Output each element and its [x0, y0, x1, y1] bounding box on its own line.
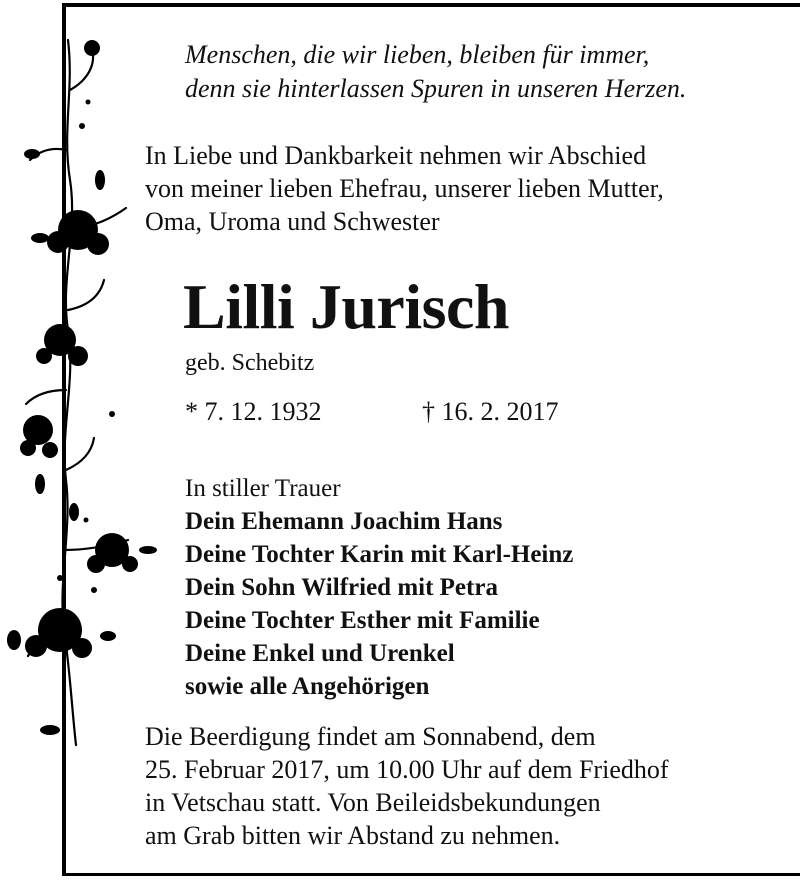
quote-line-1: Menschen, die wir lieben, bleiben für immer,	[185, 40, 650, 69]
rose-vine-icon	[0, 30, 170, 750]
funeral-line-2: 25. Februar 2017, um 10.00 Uhr auf dem Friedhof	[145, 755, 669, 784]
intro-line-1: In Liebe und Dankbarkeit nehmen wir Abschied	[145, 141, 647, 170]
mourner-item: Deine Tochter Esther mit Familie	[185, 607, 540, 634]
intro-line-2: von meiner lieben Ehefrau, unserer lieben Mutter,	[145, 174, 664, 203]
deceased-name: Lilli Jurisch	[183, 271, 509, 342]
birth-date: * 7. 12. 1932	[185, 397, 322, 426]
mourner-item: sowie alle Angehörigen	[185, 673, 430, 700]
mourner-item: Dein Sohn Wilfried mit Petra	[185, 574, 498, 601]
quote-line-2: denn sie hinterlassen Spuren in unseren Herzen.	[185, 74, 687, 103]
funeral-line-4: am Grab bitten wir Abstand zu nehmen.	[145, 821, 561, 850]
funeral-line-3: in Vetschau statt. Von Beileidsbekundungen	[145, 788, 601, 817]
mourner-item: Deine Enkel und Urenkel	[185, 640, 455, 667]
death-date: † 16. 2. 2017	[422, 397, 559, 426]
mourner-item: Dein Ehemann Joachim Hans	[185, 508, 503, 535]
mourners-heading: In stiller Trauer	[185, 475, 341, 502]
intro-line-3: Oma, Uroma und Schwester	[145, 207, 440, 236]
maiden-name: geb. Schebitz	[185, 350, 315, 376]
funeral-line-1: Die Beerdigung findet am Sonnabend, dem	[145, 722, 596, 751]
mourner-item: Deine Tochter Karin mit Karl-Heinz	[185, 541, 574, 568]
